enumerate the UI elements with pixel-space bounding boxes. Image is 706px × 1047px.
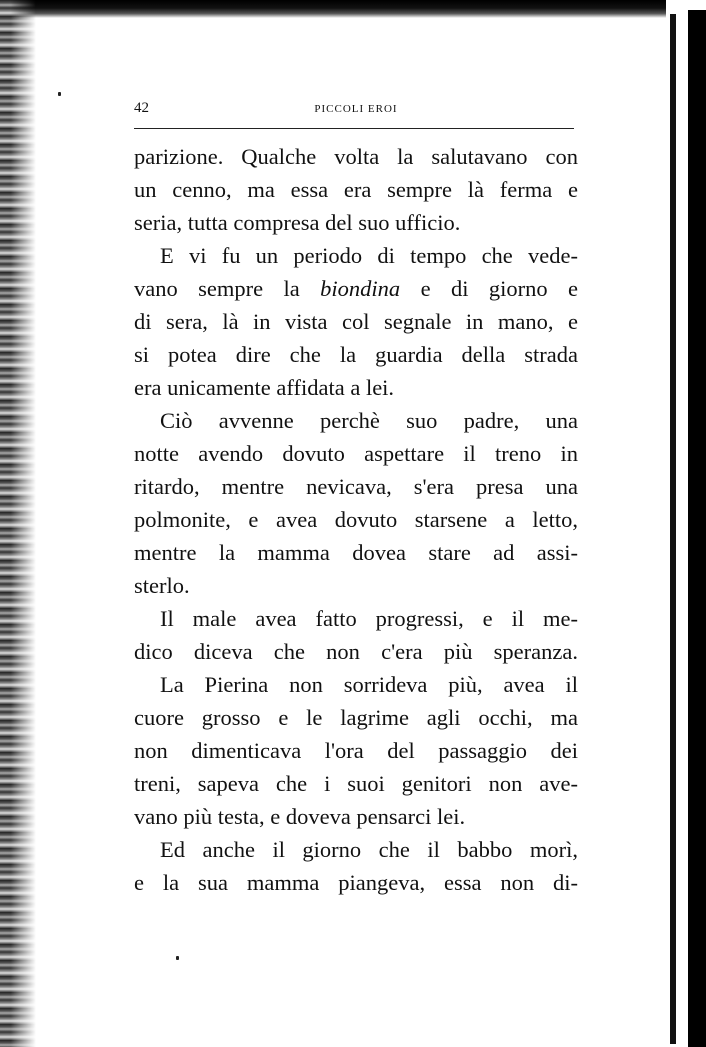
text-line: ritardo, mentre nevicava, s'era presa una xyxy=(134,474,578,499)
text-line: notte avendo dovuto aspettare il treno in xyxy=(134,441,578,466)
page-number: 42 xyxy=(134,100,149,116)
text-line: di sera, là in vista col segnale in mano, e xyxy=(134,309,578,334)
text-line: treni, sapeva che i suoi genitori non ave- xyxy=(134,771,578,796)
scan-border-dark xyxy=(688,10,706,1047)
text-line: dico diceva che non c'era più speranza. xyxy=(134,639,578,664)
text-line: un cenno, ma essa era sempre là ferma e xyxy=(134,177,578,202)
text-line: sterlo. xyxy=(134,573,190,598)
running-title: PICCOLI EROI xyxy=(314,103,398,115)
scan-speck xyxy=(58,92,61,96)
body-text xyxy=(134,140,578,899)
text-line: non dimenticava l'ora del passaggio dei xyxy=(134,738,578,763)
text-line: e la sua mamma piangeva, essa non di- xyxy=(134,870,578,895)
text-line: Ciò avvenne perchè suo padre, una xyxy=(160,408,578,433)
text-line: si potea dire che la guardia della strada xyxy=(134,342,578,367)
text-run: e di giorno e xyxy=(400,276,578,301)
scan-edge-left xyxy=(0,0,36,1047)
text-line: vano più testa, e doveva pensarci lei. xyxy=(134,804,466,829)
scan-edge-right xyxy=(666,0,706,1047)
text-line: Il male avea fatto progressi, e il me- xyxy=(160,606,578,631)
text-line: Ed anche il giorno che il babbo morì, xyxy=(160,837,578,862)
text-line: era unicamente affidata a lei. xyxy=(134,375,395,400)
text-run: vano sempre la xyxy=(134,276,321,301)
text-line: cuore grosso e le lagrime agli occhi, ma xyxy=(134,705,578,730)
page-header xyxy=(134,100,578,120)
text-line: seria, tutta compresa del suo ufficio. xyxy=(134,210,461,235)
text-line: parizione. Qualche volta la salutavano con xyxy=(134,144,578,169)
page-edge-line xyxy=(670,14,676,1044)
text-line xyxy=(134,272,578,305)
text-line: polmonite, e avea dovuto starsene a letto, xyxy=(134,507,578,532)
text-line: mentre la mamma dovea stare ad assi- xyxy=(134,540,578,565)
text-line: La Pierina non sorrideva più, avea il xyxy=(160,672,578,697)
text-line: E vi fu un periodo di tempo che vede- xyxy=(160,243,578,268)
italic-word: biondina xyxy=(320,276,401,301)
scan-speck xyxy=(176,956,179,960)
header-rule xyxy=(134,128,574,129)
scan-edge-top xyxy=(0,0,706,18)
